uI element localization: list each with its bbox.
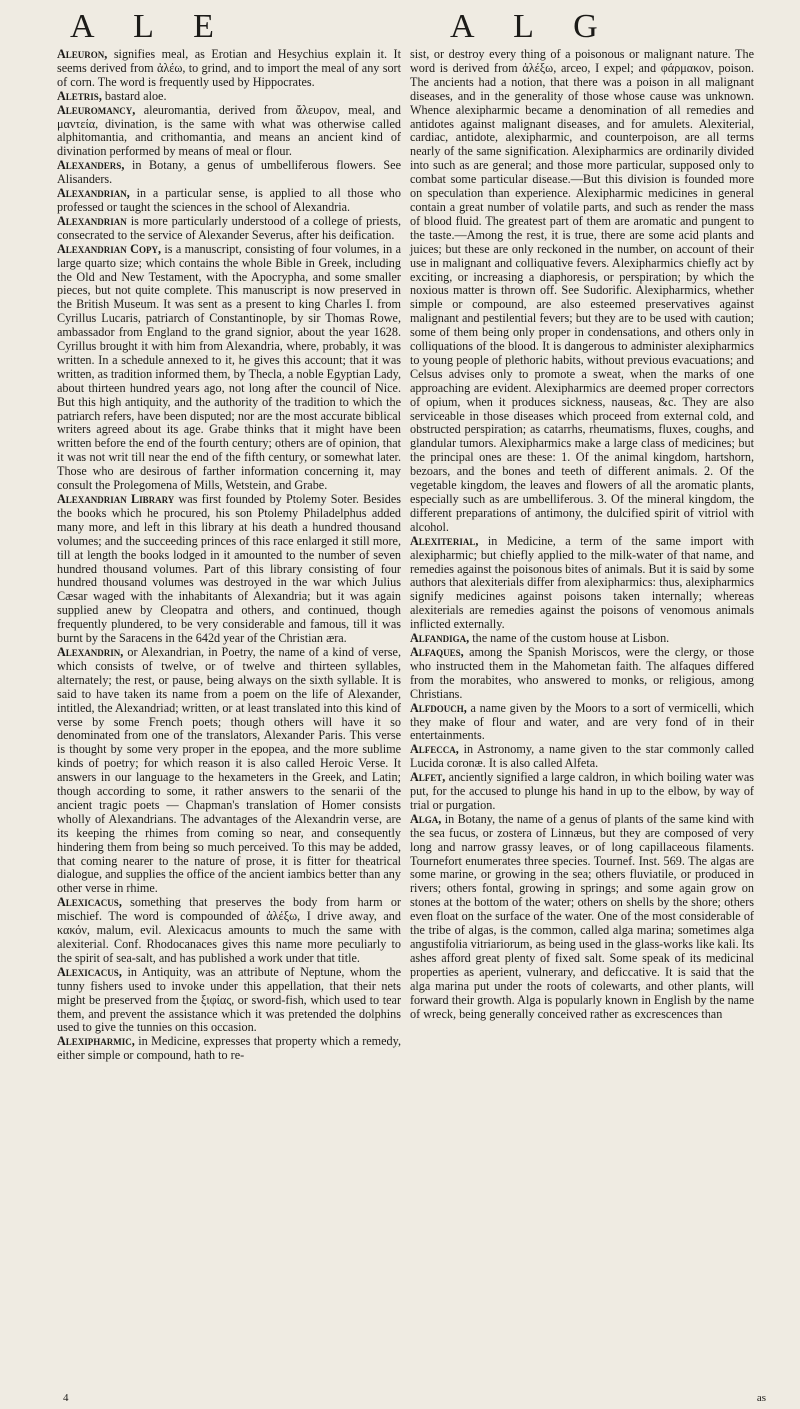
- dictionary-entry: [410, 535, 754, 632]
- entry-text: in Astronomy, a name given to the star commonly called Lucida coronæ. It is also called Alfeta.: [410, 742, 754, 771]
- catchword: as: [756, 1392, 766, 1404]
- entry-text: in Medicine, a term of the same import with alexipharmic; but chiefly applied to the milk-water of that name, and remedies against the poisonous bites of animals. But it is said by some authors that alexiterials differ from alexipharmics: thus, alexipharmics signify medicines against poisons taken internally; whereas alexiterials are remedies against the poisons of venomous animals inflicted externally.: [410, 533, 754, 632]
- entry-headword: Aleuromancy,: [57, 102, 136, 117]
- dictionary-entry: [57, 90, 401, 104]
- entry-headword: Alfdouch,: [410, 700, 467, 715]
- entry-headword: Alexandrian: [57, 213, 127, 228]
- dictionary-entry: [57, 493, 401, 646]
- entry-headword: Alfet,: [410, 770, 446, 785]
- entry-text: the name of the custom house at Lisbon.: [469, 631, 670, 646]
- dictionary-entry: [410, 743, 754, 771]
- entry-text: a name given by the Moors to a sort of vermicelli, which they make of flour and water, and are very fond of in their entertainments.: [410, 700, 754, 743]
- dictionary-entry: [410, 771, 754, 813]
- entry-headword: Aleuron,: [57, 47, 108, 61]
- dictionary-entry: [57, 215, 401, 243]
- entry-text: sist, or destroy every thing of a poisonous or malignant nature. The word is derived from ἀλέξω, arceo, I expel; and φάρμακον, poison. The ancients had a notion, that there was a poison in all malignant diseases, and in the generality of those whose cause was unknown. Whence alexipharmic became a denomination of all remedies and antidotes against malignant diseases, and for amulets. Alexiterial, cardiac, antidote, alexipharmic, and counterpoison, are all terms nearly of the same signification. Alexipharmics are ordinarily divided into such as are general; and those more particular, supposed only to combat some particular disease.—But this division is founded more on speculation than experience. Alexipharmic medicines in general contain a great number of volatile parts, and such as render the mass of blood fluid. The greatest part of them are aromatic and pungent to the taste.—Among the rest, it is true, there are some acid plants and juices; but these are only reckoned in the number, on account of their use in malignant and colliquative fevers. Alexipharmics chiefly act by exciting, or increasing a diaphoresis, or perspiration; by which the noxious matter is thrown off. See Sudorific. Alexipharmics, whether simple or compound, are also esteemed preservatives against malignant and pestilential fevers; but they are to be used with caution; some of them being only proper in condensations, and others only in colliquations of the blood. It is dangerous to administer alexipharmics to young people of plethoric habits, without previous evacuations; and Celsus advises only to promote a sweat, when the marks of one approaching are evident. Alexipharmics are deemed proper correctors of opium, when it produces sickness, nauseas, &c. They are also serviceable in those diseases which proceed from external cold, and obstructed perspiration; as catarrhs, rheumatisms, fluxes, coughs, and glandular tumors. Alexipharmics make a large class of medicines; but the principal ones are these: 1. Of the animal kingdom, hartshorn, bezoars, and the bones and teeth of different animals. 2. Of the vegetable kingdom, the leaves and flowers of all the aromatic plants, especially such as are umbelliferous. 3. Of the mineral kingdom, the different preparations of antimony, the dulcified spirit of vitriol with alcohol.: [410, 47, 754, 534]
- entry-text: in Botany, the name of a genus of plants of the same kind with the sea fucus, or zostera of Linnæus, but they are composed of very long and narrow grassy leaves, or of long capillaceous filaments. Tournefort enumerates three species. Tournef. Inst. 569. The algas are some marine, or growing in the sea; others fluviatile, or produced in rivers; others fontal, growing in springs; and some again grow on stones at the bottom of the water; others on shells by the shore; others even float on the surface of the water. One of the most considerable of the tribe of algas, is the common, called alga marina; sometimes alga angustifolia vitriariorum, as being used in the glass-works like kali. Its ashes afford great plenty of fixed salt. Some speak of its medicinal properties as aperient, vulnerary, and deficcative. It is said that the alga marina put under the roots of colewarts, and other plants, will forward their growth. Alga is popularly known in English by the name of wreck, being generally conceived rather as excrescences than: [410, 811, 754, 1021]
- entry-headword: Aletris,: [57, 88, 102, 103]
- entry-text: signifies meal, as Erotian and Hesychius explain it. It seems derived from ἀλέω, to grind, and to import the meal of any sort of corn. The word is frequently used by Hippocrates.: [57, 47, 401, 89]
- entry-text: in a particular sense, is applied to all those who professed or taught the sciences in the school of Alexandria.: [57, 186, 401, 214]
- entry-headword: Alexiterial,: [410, 533, 479, 548]
- dictionary-entry: [410, 48, 754, 535]
- entry-headword: Alexanders,: [57, 158, 125, 173]
- left-column: [57, 48, 401, 1063]
- entry-text: was first founded by Ptolemy Soter. Besides the books which he procured, his son Ptolemy Philadelphus added many more, and left in this library at his death a hundred thousand volumes; and the succeeding princes of this race enlarged it still more, till at length the books lodged in it amounted to the number of seven hundred thousand volumes. Part of this library consisting of four hundred thousand volumes was destroyed in the war which Julius Cæsar waged with the inhabitants of Alexandria; but it was again supplied anew by Cleopatra and others, and continued, though frequently plundered, to be very considerable and famous, till it was burnt by the Saracens in the 642d year of the Christian æra.: [57, 492, 401, 646]
- signature-mark: 4: [63, 1392, 69, 1404]
- entry-text: in Botany, a genus of umbelliferous flowers. See Alisanders.: [57, 158, 401, 187]
- dictionary-entry: [410, 632, 754, 646]
- entry-text: is a manuscript, consisting of four volumes, in a large quarto size; which contains the whole Bible in Greek, including the Old and New Testament, with the Apocrypha, and some smaller pieces, but not quite complete. This manuscript is now preserved in the British Museum. It was sent as a present to king Charles I. from Cyrillus Lucaris, patriarch of Constantinople, by sir Thomas Rowe, ambassador from England to the grand signior, about the year 1628. Cyrillus brought it with him from Alexandria, where, probably, it was written. In a schedule annexed to it, he gives this account; that it was written, as tradition informed them, by Thecla, a noble Egyptian Lady, about thirteen hundred years ago, not long after the council of Nice. But this high antiquity, and the authority of the tradition to which the patriarch refers, have been disputed; nor are the most accurate biblical writers agreed about its age. Grabe thinks that it might have been written before the end of the fourth century; others are of opinion, that it was not writ till near the end of the fifth century, or somewhat later. Those who are desirous of farther information concerning it, may consult the Prolegomena of Mills, Wetstein, and Grabe.: [57, 241, 401, 493]
- entry-text: aleuromantia, derived from ἄλευρον, meal, and μαντεία, divination, is the same with what was otherwise called alphitomantia, and crithomantia, and means an ancient kind of divination performed by means of meal or flour.: [57, 102, 401, 159]
- entry-text: anciently signified a large caldron, in which boiling water was put, for the accused to plunge his hand in up to the elbow, by way of trial or purgation.: [410, 770, 754, 812]
- running-head-right: A L G: [450, 8, 614, 45]
- entry-text: in Antiquity, was an attribute of Neptune, whom the tunny fishers used to invoke under this appellation, that their nets might be preserved from the ξιφίας, or sword-fish, which used to tear them, and prevent the assistance which it was pretended the dolphins used to give the tunnies on this occasion.: [57, 964, 401, 1035]
- entry-headword: Alexicacus,: [57, 964, 122, 979]
- entry-text: in Medicine, expresses that property which a remedy, either simple or compound, hath to re-: [57, 1034, 401, 1063]
- dictionary-entry: [57, 646, 401, 896]
- dictionary-entry: [57, 896, 401, 966]
- entry-text: or Alexandrian, in Poetry, the name of a kind of verse, which consists of twelve, or of twelve and thirteen syllables, alternately; the rest, or pause, being always on the sixth syllable. It is said to have taken its name from a poem on the life of Alexander, intitled, the Alexandriad; written, or at least translated into this kind of verse by some French poets; though others will have it so denominated from one of the translators, Alexander Paris. This verse is thought by some very proper in the epopea, and the more sublime kinds of poetry; for which reason it is also called Heroic Verse. It answers in our language to the hexameters in the Greek, and Latin; though according to some, it rather answers to the senarii of the ancient tragic poets — Chapman's translation of Homer consists wholly of Alexandrians. The advantages of the Alexandrin verse, are its keeping the rhimes from coming so near, and consequently hindering them from being so much perceived. To this may be added, that coming nearer to the nature of prose, it is fitter for theatrical dialogue, and supplies the office of the ancient iambics better than any other verse in rhime.: [57, 644, 401, 896]
- dictionary-entry: [57, 159, 401, 187]
- entry-headword: Alexandrin,: [57, 644, 124, 659]
- entry-headword: Alga,: [410, 811, 442, 826]
- dictionary-entry: [410, 646, 754, 702]
- entry-headword: Alfecca,: [410, 742, 459, 757]
- entry-headword: Alexicacus,: [57, 895, 122, 910]
- dictionary-entry: [57, 48, 401, 90]
- entry-text: among the Spanish Moriscos, were the clergy, or those who instructed them in the Mahometan faith. The alfaques differed from the morabites, who answered to monks, or religious, among Christians.: [410, 644, 754, 701]
- entry-text: something that preserves the body from harm or mischief. The word is compounded of ἀλέξω, I drive away, and κακόν, malum, evil. Alexicacus amounts to much the same with alexiterial. Conf. Rhodocanaces gives this name more peculiarly to the spirit of sea-salt, and has published a work under that title.: [57, 895, 401, 965]
- entry-headword: Alfaques,: [410, 644, 464, 659]
- dictionary-entry: [57, 1035, 401, 1063]
- entry-headword: Alexandrian Copy,: [57, 241, 161, 256]
- running-head-left: A L E: [70, 8, 230, 45]
- dictionary-entry: [410, 702, 754, 744]
- entry-headword: Alexandrian Library: [57, 492, 175, 506]
- entry-headword: Alexandrian,: [57, 186, 130, 201]
- entry-headword: Alfandiga,: [410, 631, 470, 646]
- dictionary-entry: [57, 187, 401, 215]
- dictionary-entry: [57, 966, 401, 1036]
- entry-text: bastard aloe.: [101, 88, 167, 103]
- right-column: [410, 48, 754, 1021]
- dictionary-entry: [410, 813, 754, 1022]
- page-header: [0, 8, 800, 52]
- entry-text: is more particularly understood of a college of priests, consecrated to the service of Alexander Severus, after his deification.: [57, 213, 401, 242]
- entry-headword: Alexipharmic,: [57, 1034, 135, 1049]
- dictionary-entry: [57, 243, 401, 493]
- dictionary-entry: [57, 104, 401, 160]
